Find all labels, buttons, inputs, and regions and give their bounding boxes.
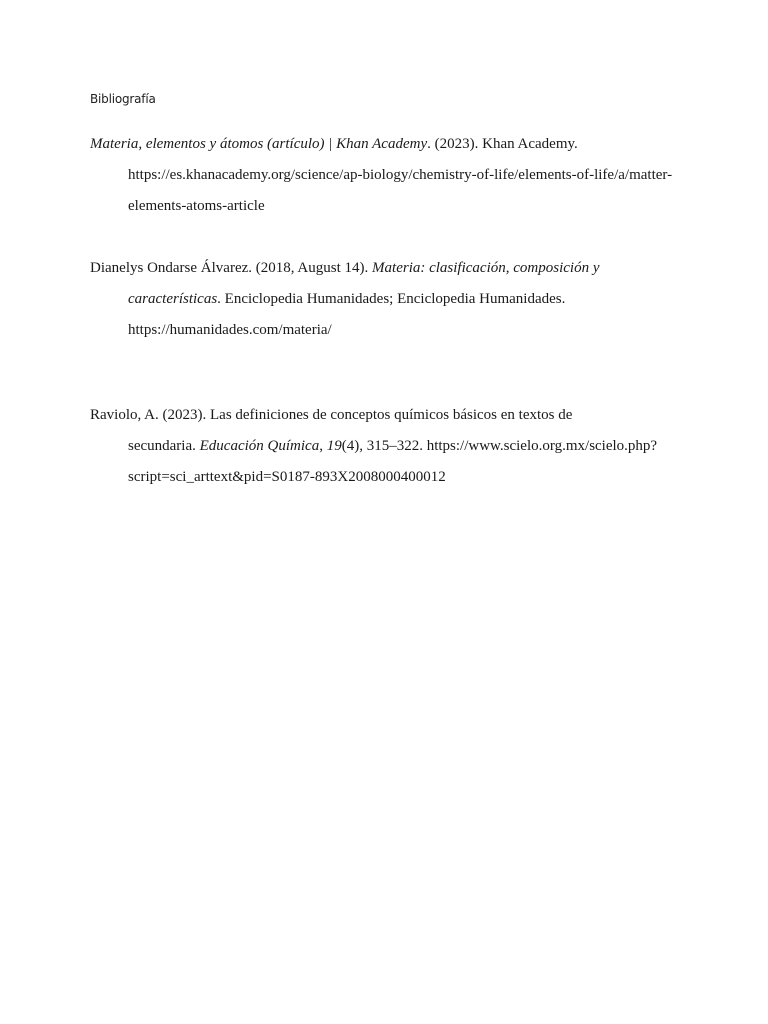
reference-text: . (2023). Khan Academy. xyxy=(427,136,578,152)
reference-title: Materia: clasificación, composición y xyxy=(372,260,600,276)
reference-line xyxy=(90,253,680,284)
reference-text: (4), 315–322. https://www.scielo.org.mx/scielo.php? xyxy=(341,438,658,454)
reference-url: https://humanidades.com/materia/ xyxy=(128,322,332,338)
reference-url: elements-atoms-article xyxy=(128,198,265,214)
reference-line xyxy=(90,400,680,431)
reference-author: Dianelys Ondarse Álvarez. (2018, August 14). xyxy=(90,260,373,276)
reference-text: Raviolo, A. (2023). Las definiciones de conceptos químicos básicos en textos de xyxy=(90,407,573,423)
reference-entry-2 xyxy=(90,253,680,346)
reference-text: . Enciclopedia Humanidades; Enciclopedia Humanidades. xyxy=(217,291,566,307)
bibliography-heading: Bibliografía xyxy=(90,92,156,106)
reference-line xyxy=(90,160,680,191)
reference-entry-1 xyxy=(90,129,680,222)
reference-line xyxy=(90,315,680,346)
reference-url: https://es.khanacademy.org/science/ap-biology/chemistry-of-life/elements-of-life/a/matter- xyxy=(128,167,673,183)
reference-line xyxy=(90,284,680,315)
reference-volume: 19 xyxy=(326,438,342,454)
reference-text: secundaria. xyxy=(128,438,200,454)
reference-entry-3 xyxy=(90,400,680,493)
reference-line xyxy=(90,431,680,462)
reference-url: script=sci_arttext&pid=S0187-893X2008000400012 xyxy=(128,469,446,485)
reference-line xyxy=(90,191,680,222)
reference-line xyxy=(90,462,680,493)
reference-title: Materia, elementos y átomos (artículo) | Khan Academy xyxy=(90,136,428,152)
reference-text: , xyxy=(319,438,327,454)
reference-line xyxy=(90,129,680,160)
reference-title: características xyxy=(128,291,218,307)
reference-journal: Educación Química xyxy=(199,438,320,454)
